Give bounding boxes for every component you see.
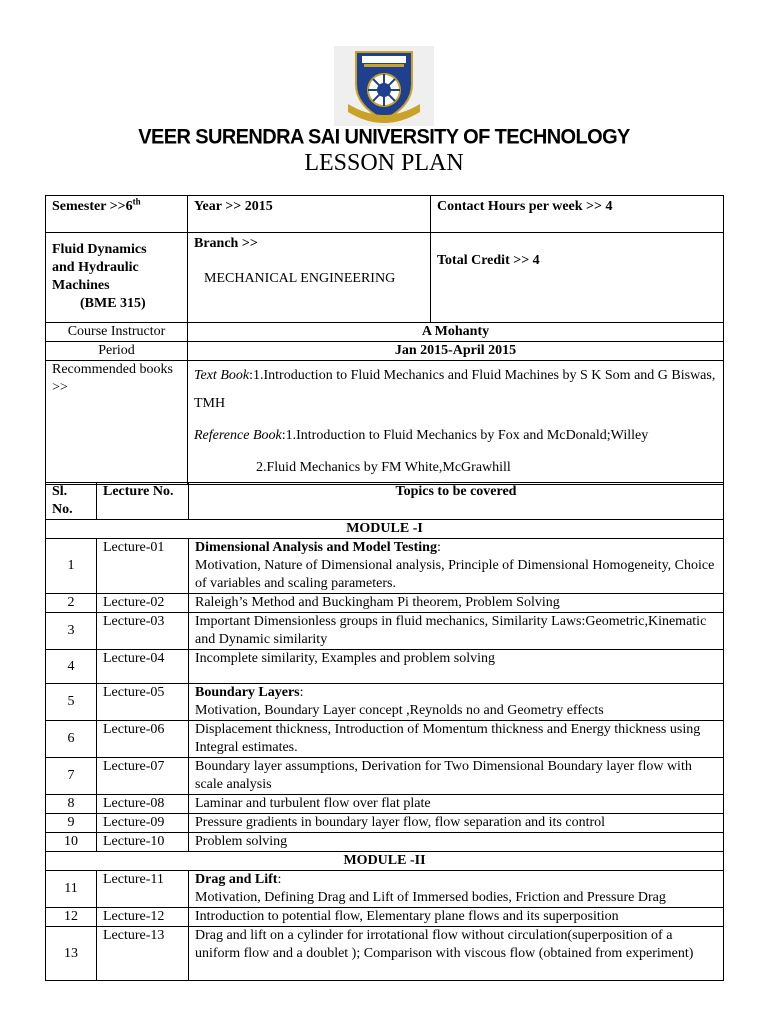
topic-text: Important Dimensionless groups in fluid mechanics, Similarity Laws:Geometric,Kinematic and Dynamic similarity (195, 614, 707, 647)
instructor-label: Course Instructor (46, 323, 188, 342)
serial-number: 13 (46, 927, 97, 981)
serial-number: 9 (46, 814, 97, 833)
table-row (46, 871, 724, 908)
topic-heading: Dimensional Analysis and Model Testing: (195, 540, 441, 555)
table-row (46, 613, 724, 650)
year-cell: Year >> 2015 (188, 196, 431, 233)
topic-text: Boundary layer assumptions, Derivation for Two Dimensional Boundary layer flow with scale analysis (195, 759, 692, 792)
text-book: Text Book:1.Introduction to Fluid Mechanics and Fluid Machines by S K Som and G Biswas, TMH (194, 368, 716, 411)
table-row (46, 795, 724, 814)
col-header-topics: Topics to be covered (189, 483, 724, 520)
crest-icon (334, 46, 434, 126)
topic-heading: Drag and Lift: (195, 872, 282, 887)
topic-text: Laminar and turbulent flow over flat plate (195, 796, 431, 811)
lecture-number: Lecture-12 (97, 908, 189, 927)
topic-cell (189, 594, 724, 613)
topic-text: Raleigh’s Method and Buckingham Pi theorem, Problem Solving (195, 595, 560, 610)
branch-cell: Branch >> MECHANICAL ENGINEERING (188, 233, 431, 323)
semester-cell: Semester >>6th (46, 196, 188, 233)
topic-cell (189, 721, 724, 758)
lecture-number: Lecture-05 (97, 684, 189, 721)
topic-text: Introduction to potential flow, Elementary plane flows and its superposition (195, 909, 619, 924)
topic-text: Incomplete similarity, Examples and problem solving (195, 651, 496, 666)
serial-number: 8 (46, 795, 97, 814)
books-label: Recommended books >> (46, 361, 188, 485)
table-row (46, 594, 724, 613)
topic-text: Pressure gradients in boundary layer flow, flow separation and its control (195, 815, 606, 830)
topic-heading: Boundary Layers: (195, 685, 304, 700)
lecture-number: Lecture-04 (97, 650, 189, 684)
table-row (46, 684, 724, 721)
lecture-number: Lecture-11 (97, 871, 189, 908)
topic-cell (189, 833, 724, 852)
course-name-cell: Fluid Dynamics and Hydraulic Machines (BME 315) (46, 233, 188, 323)
lecture-number: Lecture-07 (97, 758, 189, 795)
total-credit-cell: Total Credit >> 4 (431, 233, 724, 323)
topic-cell (189, 613, 724, 650)
lecture-number: Lecture-01 (97, 539, 189, 594)
table-row (46, 650, 724, 684)
serial-number: 12 (46, 908, 97, 927)
topic-cell (189, 684, 724, 721)
table-row (46, 908, 724, 927)
lecture-number: Lecture-06 (97, 721, 189, 758)
topic-cell (189, 758, 724, 795)
topic-text: Motivation, Defining Drag and Lift of Immersed bodies, Friction and Pressure Drag (195, 890, 666, 905)
books-cell (188, 361, 724, 485)
table-row (46, 721, 724, 758)
topic-cell (189, 927, 724, 981)
col-header-lecture: Lecture No. (97, 483, 189, 520)
lecture-number: Lecture-02 (97, 594, 189, 613)
lecture-number: Lecture-08 (97, 795, 189, 814)
topic-text: Drag and lift on a cylinder for irrotational flow without circulation(superposition of a uniform flow and a doublet ); Comparison with viscous flow (obtained from experiment) (195, 928, 694, 961)
serial-number: 1 (46, 539, 97, 594)
serial-number: 4 (46, 650, 97, 684)
lecture-number: Lecture-10 (97, 833, 189, 852)
instructor-value: A Mohanty (188, 323, 724, 342)
period-label: Period (46, 342, 188, 361)
module-2-heading: MODULE -II (46, 852, 724, 871)
serial-number: 11 (46, 871, 97, 908)
topic-cell (189, 908, 724, 927)
table-row (46, 833, 724, 852)
serial-number: 7 (46, 758, 97, 795)
lecture-number: Lecture-03 (97, 613, 189, 650)
topic-cell (189, 814, 724, 833)
table-row (46, 539, 724, 594)
topic-cell (189, 650, 724, 684)
topic-text: Problem solving (195, 834, 288, 849)
period-value: Jan 2015-April 2015 (188, 342, 724, 361)
table-row (46, 758, 724, 795)
serial-number: 5 (46, 684, 97, 721)
module-1-heading: MODULE -I (46, 520, 724, 539)
university-name: VEER SURENDRA SAI UNIVERSITY OF TECHNOLOGY (138, 125, 630, 149)
table-row (46, 814, 724, 833)
university-logo (334, 46, 434, 126)
course-info-table (45, 195, 724, 485)
serial-number: 3 (46, 613, 97, 650)
topic-cell (189, 539, 724, 594)
topic-text: Displacement thickness, Introduction of Momentum thickness and Energy thickness using Integral estimates. (195, 722, 701, 755)
topic-cell (189, 871, 724, 908)
reference-book-2: 2.Fluid Mechanics by FM White,McGrawhill (256, 460, 511, 475)
serial-number: 6 (46, 721, 97, 758)
topic-cell (189, 795, 724, 814)
table-row (46, 927, 724, 981)
serial-number: 10 (46, 833, 97, 852)
lecture-number: Lecture-09 (97, 814, 189, 833)
contact-hours-cell: Contact Hours per week >> 4 (431, 196, 724, 233)
lecture-schedule-table (45, 482, 724, 981)
col-header-sl: Sl. No. (46, 483, 97, 520)
document-title: LESSON PLAN (304, 150, 464, 176)
topic-text: Motivation, Boundary Layer concept ,Reynolds no and Geometry effects (195, 703, 604, 718)
lecture-number: Lecture-13 (97, 927, 189, 981)
reference-book: Reference Book:1.Introduction to Fluid Mechanics by Fox and McDonald;Willey (194, 428, 649, 443)
topic-text: Motivation, Nature of Dimensional analysis, Principle of Dimensional Homogeneity, Choice of variables and scaling parameters. (195, 558, 715, 591)
serial-number: 2 (46, 594, 97, 613)
